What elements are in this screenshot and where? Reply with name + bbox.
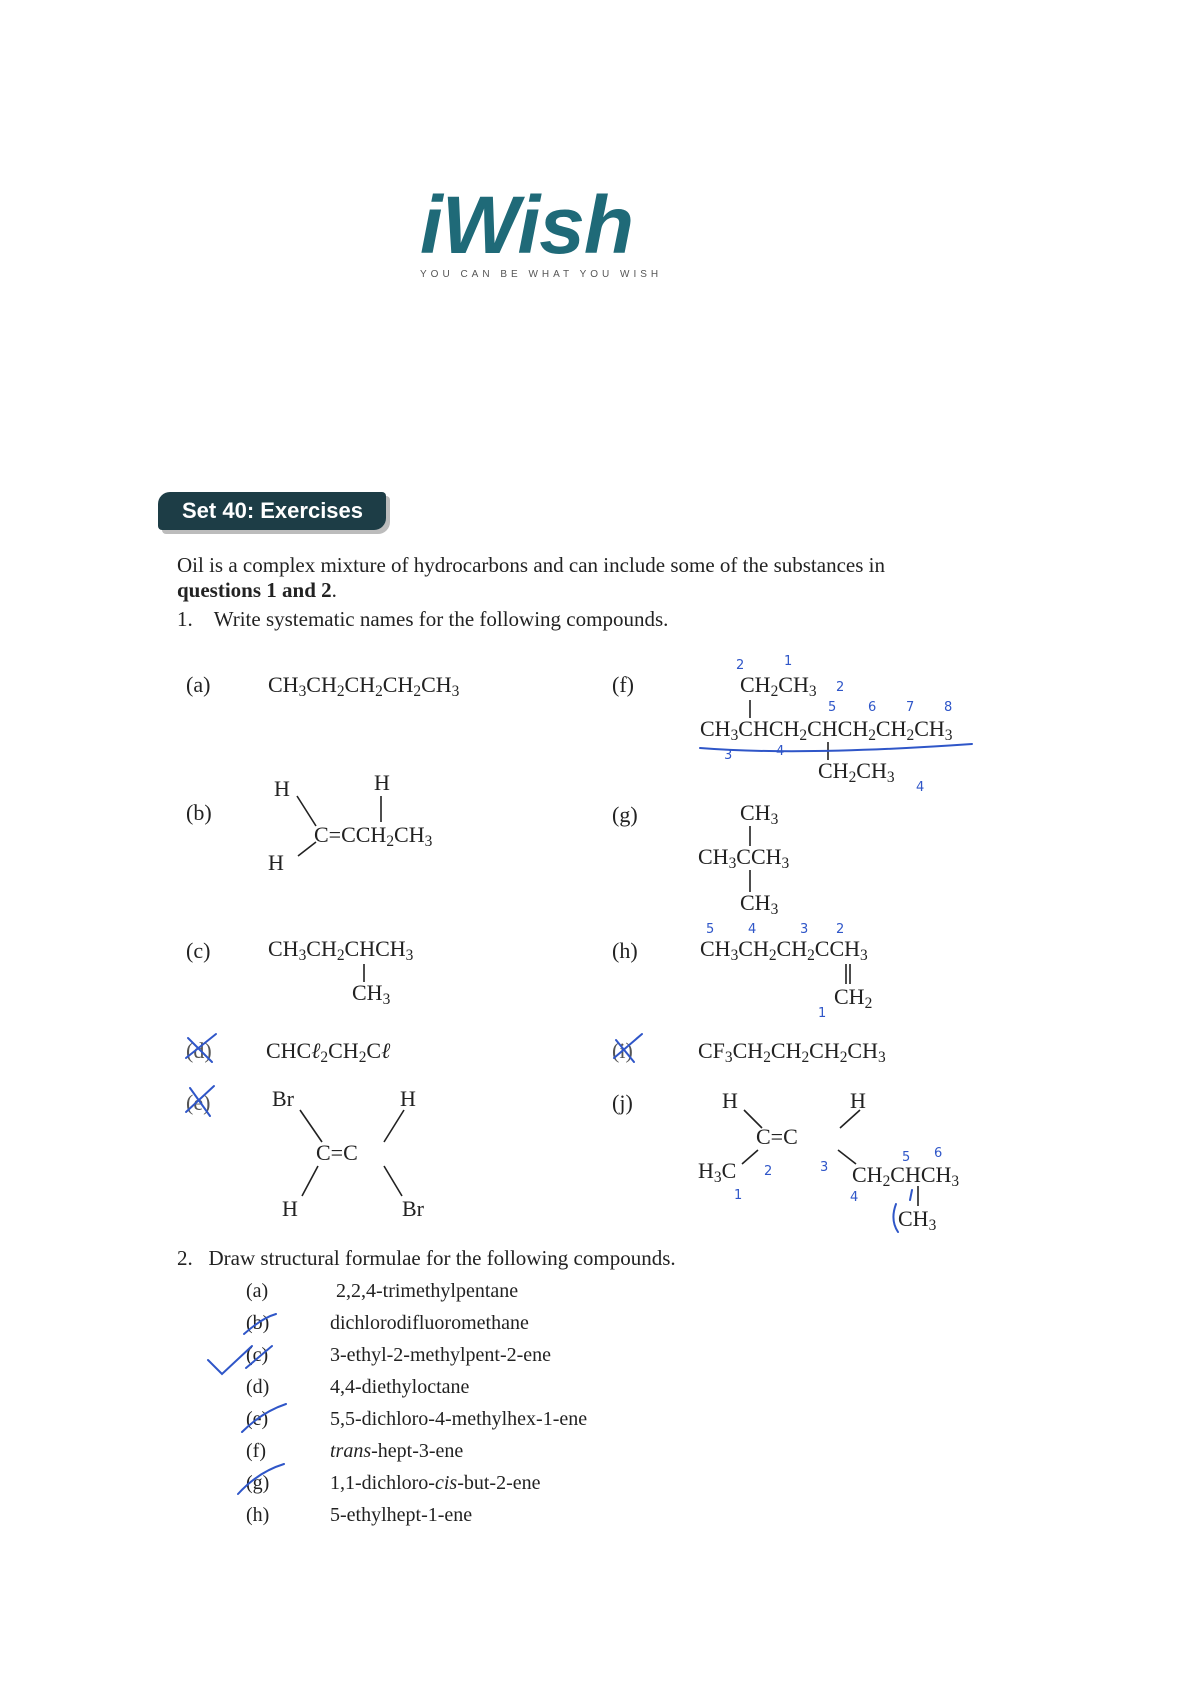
cross-mark-d <box>182 1030 222 1070</box>
q2-name-d: 4,4-diethyloctane <box>330 1376 470 1398</box>
formula-j-branch: $CH_3$ <box>898 1206 937 1234</box>
q2-name-g <box>330 1472 541 1495</box>
q2-item-f <box>246 1440 266 1463</box>
cross-mark-e <box>182 1082 222 1122</box>
formula-e-h2: H <box>282 1196 298 1221</box>
formula-e-cc: C=C <box>316 1140 358 1165</box>
formula-f-top: $CH_2CH_3$ <box>740 672 817 700</box>
label-1d: (d) <box>186 1038 212 1063</box>
formula-b-main: $C=CCH_2CH_3$ <box>314 822 433 850</box>
q2-name-g-rest: -but-2-ene <box>457 1472 541 1494</box>
label-1h: (h) <box>612 938 638 963</box>
label-1j: (j) <box>612 1090 633 1115</box>
q2-name-c: 3-ethyl-2-methylpent-2-ene <box>330 1344 552 1366</box>
q2-name-a: 2,2,4-trimethylpentane <box>336 1280 519 1302</box>
f-num-6: 6 <box>868 700 877 715</box>
label-1c: (c) <box>186 938 211 963</box>
q2-name-b: dichlorodifluoromethane <box>330 1312 529 1334</box>
section-badge: Set 40: Exercises <box>158 492 386 530</box>
q2-label-h: (h) <box>246 1504 270 1526</box>
logo-text: iWish <box>420 180 633 271</box>
q2-item-d <box>246 1376 269 1399</box>
formula-j-h3c: $H_3C$ <box>698 1158 737 1186</box>
formula-h-main: $CH_3CH_2CH_2CCH_3$ <box>700 936 868 964</box>
q1-number: 1. <box>177 607 193 631</box>
intro-line-1: Oil is a complex mixture of hydrocarbons and can include some of the substances in <box>177 553 885 577</box>
q2-item-a <box>246 1280 268 1303</box>
formula-j-cc: C=C <box>756 1124 798 1149</box>
label-1e: (e) <box>186 1090 211 1115</box>
h-num-3: 3 <box>800 922 809 937</box>
f-num-2b: 2 <box>836 680 845 695</box>
formula-j-h2: H <box>850 1088 866 1113</box>
formula-c-main: $CH_3CH_2CHCH_3$ <box>268 936 414 964</box>
q2-label-c: (c) <box>246 1344 269 1366</box>
logo-tagline: YOU CAN BE WHAT YOU WISH <box>420 269 663 280</box>
q2-label-f: (f) <box>246 1440 266 1462</box>
q2-name-g-pre: 1,1-dichloro- <box>330 1472 435 1494</box>
label-1i: (i) <box>612 1038 633 1063</box>
q2-handwritten-marks <box>0 0 1 1</box>
q1-prompt: Write systematic names for the following compounds. <box>213 607 669 631</box>
q2-name-e: 5,5-dichloro-4-methylhex-1-ene <box>330 1408 588 1430</box>
h-num-1: 1 <box>818 1006 827 1021</box>
label-1a: (a) <box>186 672 211 697</box>
h-num-5: 5 <box>706 922 715 937</box>
formula-f-bottom: $CH_2CH_3$ <box>818 758 895 786</box>
formula-e-br2: Br <box>402 1196 424 1221</box>
f-num-7: 7 <box>906 700 915 715</box>
formula-f-main: $CH_3CHCH_2CHCH_2CH_2CH_3$ <box>700 716 953 744</box>
q2-label-a: (a) <box>246 1280 269 1302</box>
q2-label-g: (g) <box>246 1472 270 1494</box>
intro-period: . <box>331 578 337 602</box>
q2-name-h: 5-ethylhept-1-ene <box>330 1504 473 1526</box>
q2-item-h <box>246 1504 269 1527</box>
j-num-2: 2 <box>764 1164 773 1179</box>
formula-g-main: $CH_3CCH_3$ <box>698 844 790 872</box>
formula-h-branch: $CH_2$ <box>834 984 873 1012</box>
formula-j-h1: H <box>722 1088 738 1113</box>
f-num-3: 3 <box>724 748 733 763</box>
label-1g: (g) <box>612 802 638 827</box>
formula-b-h1: H <box>274 776 290 801</box>
j-num-1: 1 <box>734 1188 743 1203</box>
formula-d: $CHC\ell_2CH_2C\ell$ <box>266 1038 391 1066</box>
formula-e-h1: H <box>400 1086 416 1111</box>
formula-b-h3: H <box>268 850 284 875</box>
cross-mark-i <box>608 1030 648 1070</box>
h-num-2: 2 <box>836 922 845 937</box>
j-num-3: 3 <box>820 1160 829 1175</box>
f-num-5: 5 <box>828 700 837 715</box>
logo <box>420 180 680 280</box>
label-1b: (b) <box>186 800 212 825</box>
q2-label-b: (b) <box>246 1312 270 1334</box>
f-num-4: 4 <box>776 744 785 759</box>
f-num-1: 1 <box>784 654 793 669</box>
formula-i: $CF_3CH_2CH_2CH_2CH_3$ <box>698 1038 886 1066</box>
q2-name-f-rest: -hept-3-ene <box>371 1440 464 1462</box>
intro-bold: questions 1 and 2 <box>177 578 332 602</box>
j-num-5: 5 <box>902 1150 911 1165</box>
formula-b-h2: H <box>374 770 390 795</box>
q1-heading <box>177 607 668 632</box>
f-num-8: 8 <box>944 700 953 715</box>
formula-e-br1: Br <box>272 1086 294 1111</box>
intro-paragraph <box>177 553 1037 603</box>
q2-label-d: (d) <box>246 1376 270 1398</box>
q2-name-f <box>330 1440 463 1463</box>
formula-g-bottom: $CH_3$ <box>740 890 779 918</box>
formula-a: $CH_3CH_2CH_2CH_2CH_3$ <box>268 672 460 700</box>
formula-j-chain: $CH_2CHCH_3$ <box>852 1162 960 1190</box>
f-num-2: 2 <box>736 658 745 673</box>
q2-name-f-prefix: trans <box>330 1440 372 1462</box>
j-num-4: 4 <box>850 1190 859 1205</box>
j-num-6: 6 <box>934 1146 943 1161</box>
f-num-4b: 4 <box>916 780 925 795</box>
q2-label-e: (e) <box>246 1408 269 1430</box>
label-1f: (f) <box>612 672 634 697</box>
q2-prompt: Draw structural formulae for the following compounds. <box>208 1246 676 1270</box>
formula-c-branch: $CH_3$ <box>352 980 391 1008</box>
formula-g-top: $CH_3$ <box>740 800 779 828</box>
q2-number: 2. <box>177 1246 193 1270</box>
q2-name-g-prefix: cis <box>434 1472 458 1494</box>
h-num-4: 4 <box>748 922 757 937</box>
q2-heading <box>177 1246 676 1271</box>
